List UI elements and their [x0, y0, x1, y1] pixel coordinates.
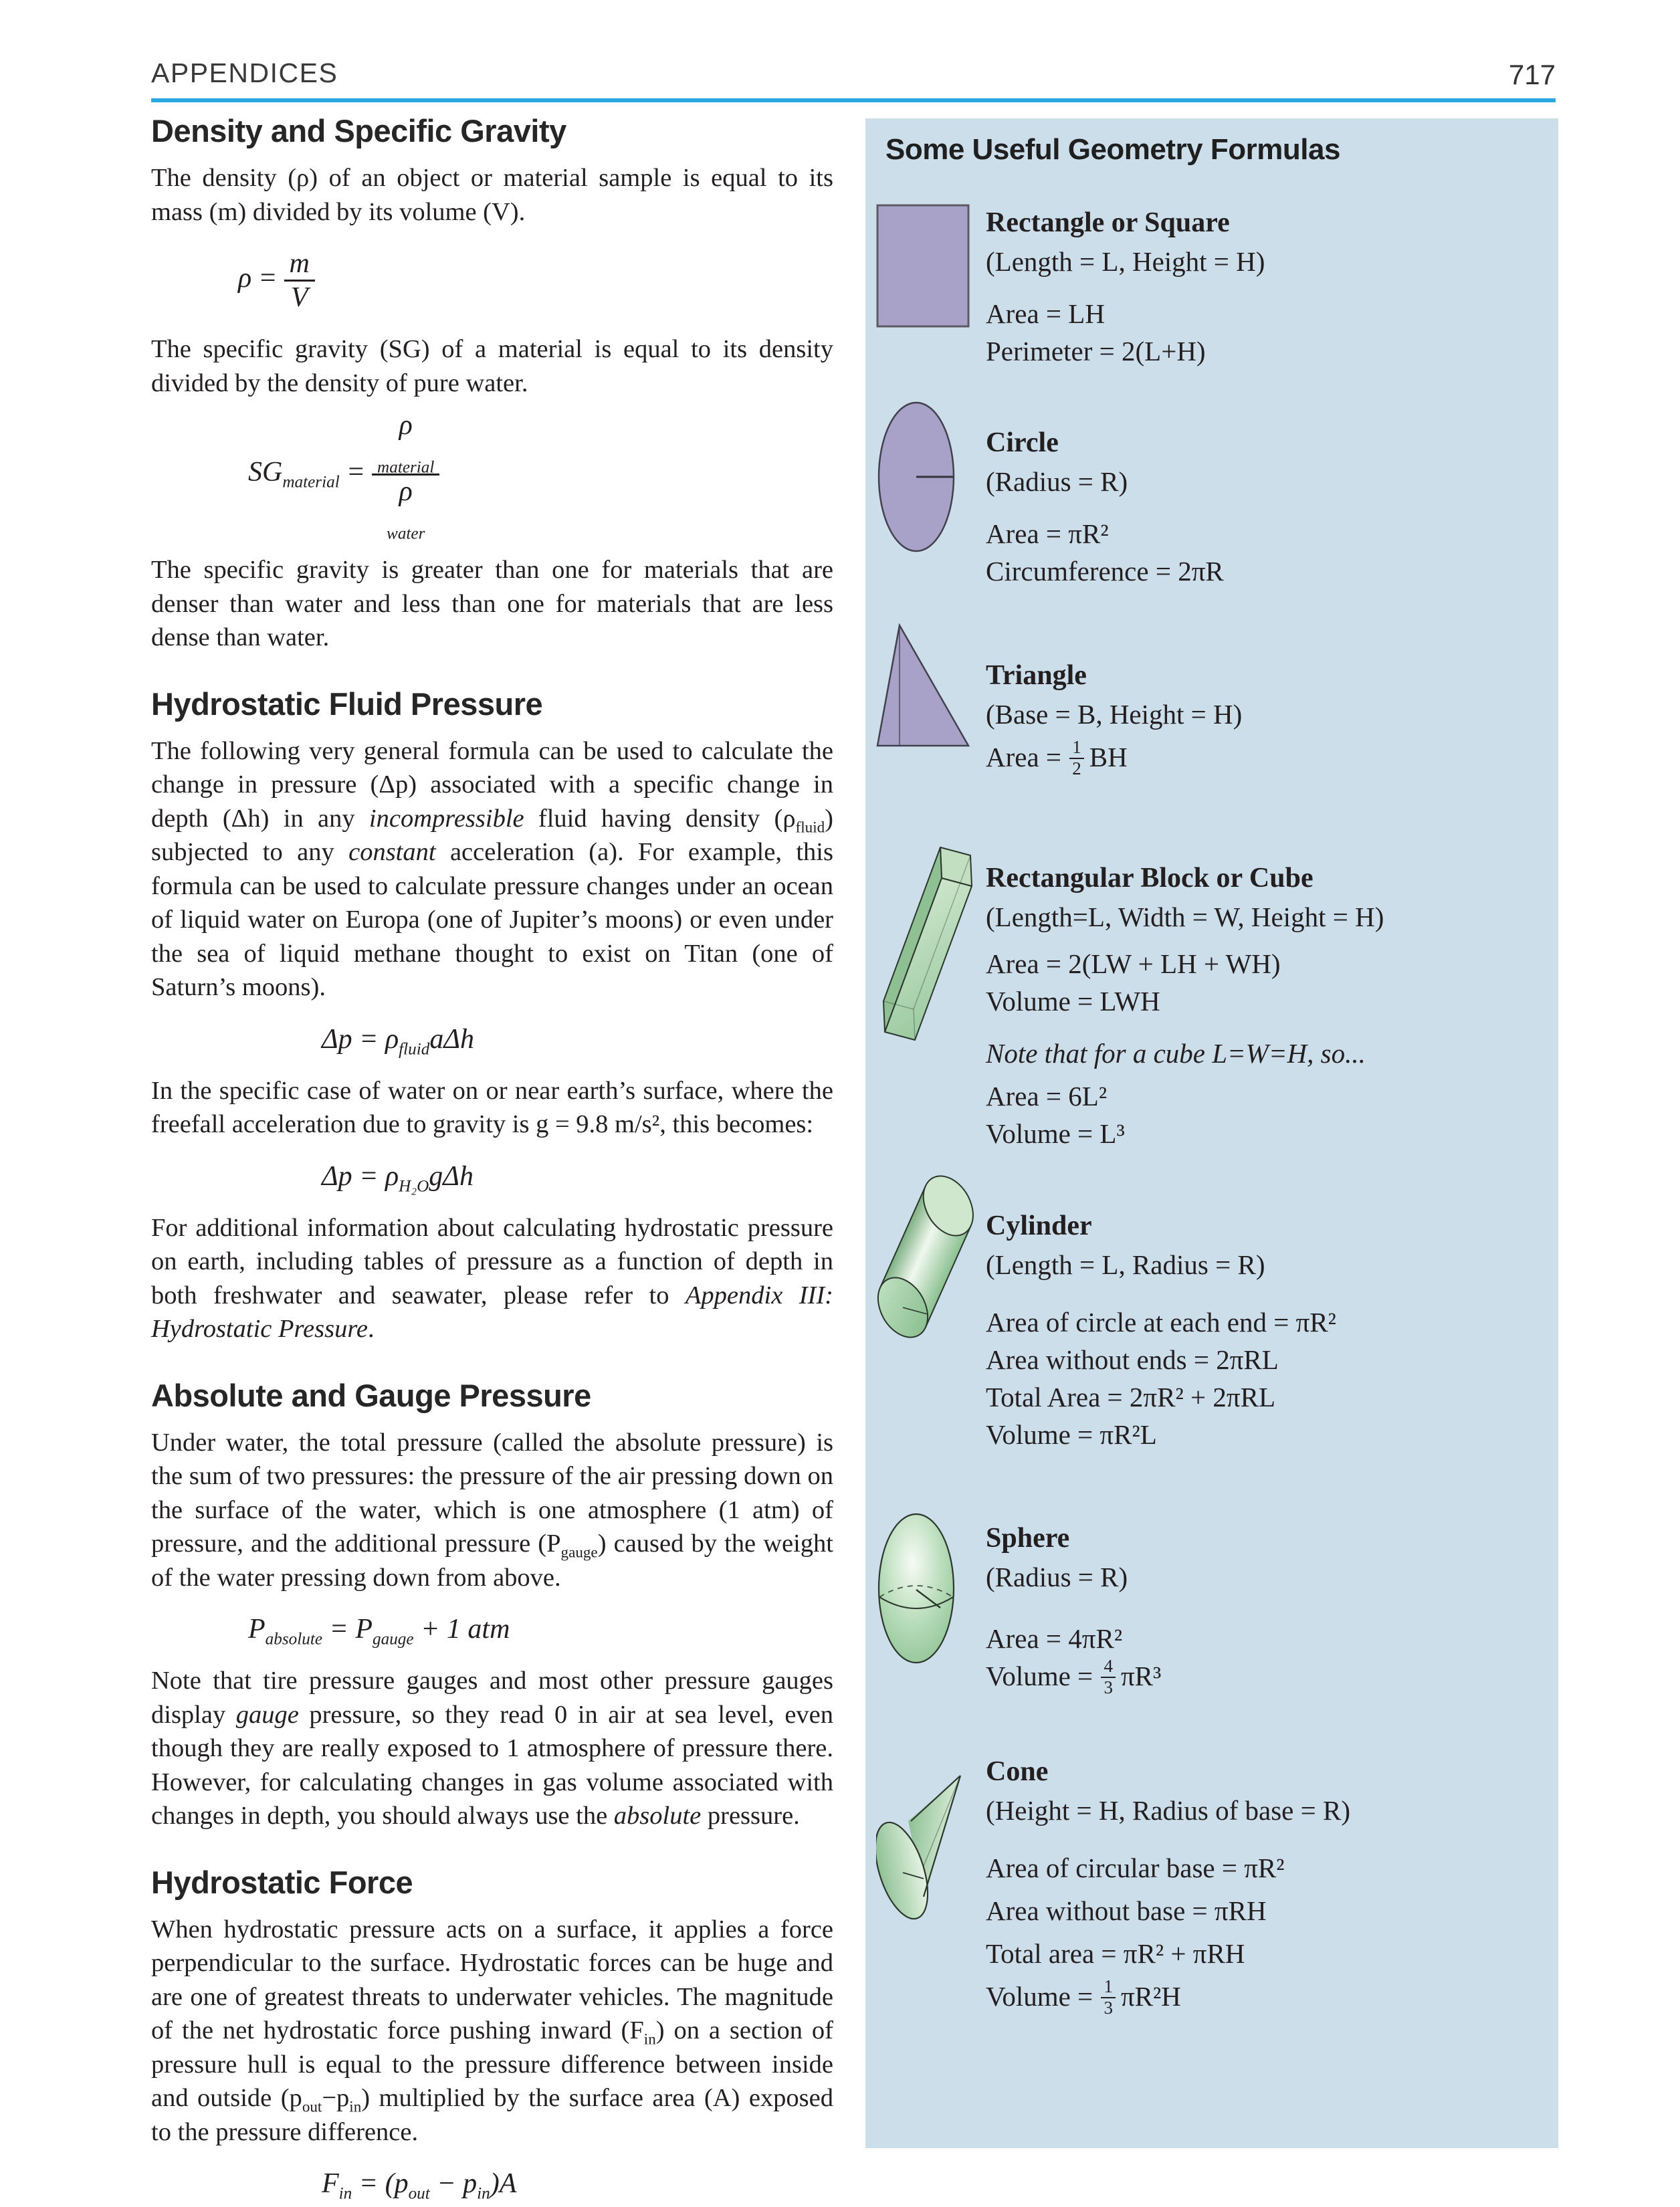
- formula-specific-gravity: $SG_{material}$ = ρ $_{material}$ ρ $_{water}$: [248, 409, 833, 540]
- shape-formula-line: Total area = πR² + πRH: [986, 1938, 1245, 1969]
- shape-formula-line: Volume = $\frac{4}{3}$ πR³: [986, 1656, 1162, 1697]
- triangle-shape: [876, 623, 970, 748]
- formula-delta-p-water: $\Delta p = \rho_{H_2O}g\Delta h$: [322, 1160, 474, 1195]
- paragraph-hf-1: When hydrostatic pressure acts on a surface, it applies a force perpendicular to the surface. Hydrostatic forces can be huge and are one of greatest threats to underwater vehicles. The magnitude of the net hydrostatic force pushing inward $(F_{in})$ on a section of pressure hull is equal to the pressure difference between inside and outside $(p_{out}-p_{in})$ multiplied by the surface area (A) exposed to the pressure difference.: [151, 1915, 833, 2146]
- shape-name: Cone: [986, 1756, 1049, 1787]
- shape-params: (Radius = R): [986, 1562, 1128, 1592]
- shape-name: Triangle: [986, 660, 1087, 691]
- heading-hydrostatic-force: Hydrostatic Force: [151, 1864, 413, 1900]
- shape-formula-line: Perimeter = 2(L+H): [986, 336, 1206, 366]
- formula-absolute-pressure: $P_{absolute} = P_{gauge} + 1$ atm: [248, 1614, 510, 1649]
- cone-shape: [876, 1770, 964, 1923]
- shape-formula-line: Area = $\frac{1}{2}$ BH: [986, 737, 1128, 778]
- panel-title: Some Useful Geometry Formulas: [885, 133, 1340, 166]
- formula-density: ρ = $\frac{m}{V}$: [238, 247, 833, 314]
- shape-formula-line: Area of circular base = πR²: [986, 1853, 1285, 1883]
- circle-shape: [876, 400, 956, 554]
- paragraph-agp-2: Note that tire pressure gauges and most other pressure gauges display gauge pressure, so they read 0 in air at sea level, even though they are really exposed to 1 atmosphere of pressure there. However, for calculating changes in gas volume associated with changes in depth, you should always use the absolute pressure.: [151, 1667, 833, 1830]
- cylinder-shape: [876, 1175, 976, 1350]
- shape-formula-line: Volume = L³: [986, 1118, 1125, 1149]
- shape-params: (Length = L, Height = H): [986, 246, 1265, 277]
- formula-hydrostatic-force: $F_{in} = (p_{out} - p_{in})A$: [322, 2168, 517, 2203]
- shape-name: Cylinder: [986, 1211, 1092, 1241]
- heading-hydrostatic-fluid-pressure: Hydrostatic Fluid Pressure: [151, 686, 543, 722]
- paragraph-agp-1: Under water, the total pressure (called the absolute pressure) is the sum of two pressures: the pressure of the air pressing down on the surface of the water, which is one atmosphere (1 atm) of pressure, and the additional pressure $(P_{gauge})$ caused by the weight of the water pressing down from above.: [151, 1428, 833, 1592]
- heading-density: Density and Specific Gravity: [151, 113, 566, 148]
- paragraph-hfp-2: In the specific case of water on or near earth’s surface, where the freefall acceleration due to gravity is g = 9.8 m/s², this becomes:: [151, 1076, 833, 1138]
- paragraph-density-3: The specific gravity is greater than one for materials that are denser than water and less than one for materials that are less dense than water.: [151, 556, 833, 651]
- shape-name: Rectangular Block or Cube: [986, 863, 1314, 894]
- header-rule: [151, 98, 1556, 102]
- shape-formula-line: Volume = LWH: [986, 986, 1160, 1017]
- shape-name: Rectangle or Square: [986, 207, 1230, 238]
- shape-name: Circle: [986, 427, 1059, 458]
- heading-absolute-gauge-pressure: Absolute and Gauge Pressure: [151, 1377, 591, 1413]
- shape-name: Sphere: [986, 1523, 1070, 1554]
- page-number: 717: [1508, 59, 1556, 90]
- shape-formula-line: Area without ends = 2πRL: [986, 1344, 1279, 1375]
- cube-note: Note that for a cube L=W=H, so...: [986, 1038, 1366, 1069]
- shape-params: (Height = H, Radius of base = R): [986, 1795, 1350, 1826]
- shape-formula-line: Volume = $\frac{1}{3}$ πR²H: [986, 1976, 1181, 2018]
- left-column: [151, 112, 833, 2207]
- rectangle-shape: [876, 204, 970, 328]
- shape-params: (Radius = R): [986, 466, 1128, 497]
- paragraph-density-2: The specific gravity (SG) of a material is equal to its density divided by the density of pure water.: [151, 335, 833, 397]
- shape-formula-line: Area = 4πR²: [986, 1623, 1123, 1654]
- paragraph-hfp-3: For additional information about calculating hydrostatic pressure on earth, including tables of pressure as a function of depth in both freshwater and seawater, please refer to Appendix III: Hydrostatic Pressure.: [151, 1213, 833, 1343]
- block-shape: [876, 846, 978, 1041]
- shape-formula-line: Area = 6L²: [986, 1081, 1108, 1112]
- shape-formula-line: Area = LH: [986, 298, 1105, 329]
- shape-params: (Length = L, Radius = R): [986, 1249, 1265, 1280]
- shape-params: (Base = B, Height = H): [986, 699, 1243, 730]
- sphere-shape: [876, 1511, 956, 1665]
- shape-formula-line: Circumference = 2πR: [986, 556, 1224, 587]
- shape-formula-line: Area without base = πRH: [986, 1895, 1267, 1926]
- paragraph-hfp-1: The following very general formula can be used to calculate the change in pressure (Δp) associated with a specific change in depth (Δh) in any incompressible fluid having density $(\rho_{fluid})$ subjected to any constant acceleration (a). For example, this formula can be used to calculate pressure changes under an ocean of liquid water on Europa (one of Jupiter’s moons) or even under the sea of liquid methane thought to exist on Titan (one of Saturn’s moons).: [151, 736, 833, 1001]
- shape-formula-line: Total Area = 2πR² + 2πRL: [986, 1382, 1275, 1412]
- shape-formula-line: Area = 2(LW + LH + WH): [986, 948, 1281, 979]
- running-header: APPENDICES: [151, 58, 338, 88]
- shape-formula-line: Area of circle at each end = πR²: [986, 1307, 1336, 1338]
- shape-formula-line: Volume = πR²L: [986, 1419, 1157, 1450]
- geometry-formulas-panel: [865, 118, 1558, 2148]
- formula-delta-p-general: $\Delta p = \rho_{fluid}a\Delta h$: [322, 1023, 474, 1058]
- shape-formula-line: Area = πR²: [986, 518, 1109, 549]
- shape-params: (Length=L, Width = W, Height = H): [986, 902, 1384, 932]
- paragraph-density-1: The density (ρ) of an object or material sample is equal to its mass (m) divided by its volume (V).: [151, 164, 833, 226]
